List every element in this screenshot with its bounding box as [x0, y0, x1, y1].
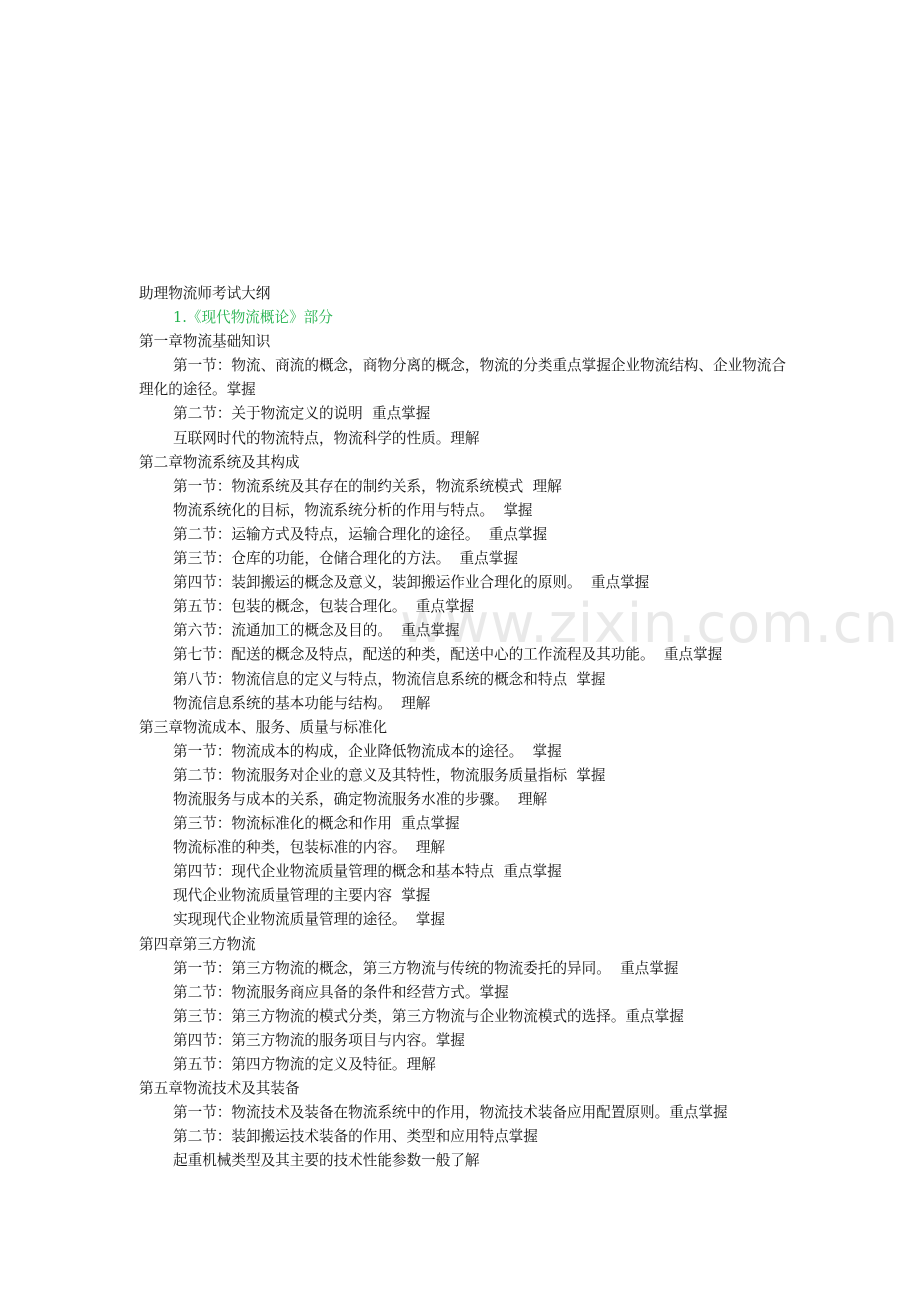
section-line: 第一节：物流技术及装备在物流系统中的作用，物流技术装备应用配置原则。重点掌握	[173, 1104, 728, 1122]
document-content	[139, 282, 789, 1173]
section-line: 第五节：第四方物流的定义及特征。理解	[173, 1056, 436, 1073]
section-line: 实现现代企业物流质量管理的途径。 掌握	[173, 911, 445, 929]
section-line: 第五节：包装的概念，包装合理化。 重点掌握	[173, 598, 475, 616]
watermark: www.zixin.com.cn	[400, 592, 899, 655]
section-line: 物流信息系统的基本功能与结构。 理解	[173, 694, 431, 712]
chapter-heading: 第三章物流成本、服务、质量与标准化	[139, 718, 388, 736]
section-line: 物流标准的种类，包装标准的内容。 理解	[173, 839, 445, 857]
section-line: 第一节：第三方物流的概念，第三方物流与传统的物流委托的异同。 重点掌握	[173, 959, 679, 977]
section-line: 第四节：现代企业物流质量管理的概念和基本特点 重点掌握	[173, 863, 562, 881]
section-line: 第四节：装卸搬运的概念及意义，装卸搬运作业合理化的原则。 重点掌握	[173, 574, 650, 592]
section-line: 第一节：物流系统及其存在的制约关系，物流系统模式 理解	[173, 477, 562, 495]
section-line: 第二节：运输方式及特点，运输合理化的途径。 重点掌握	[173, 525, 548, 543]
section-line: 第二节：装卸搬运技术装备的作用、类型和应用特点掌握	[173, 1128, 538, 1146]
section-line: 现代企业物流质量管理的主要内容 掌握	[173, 887, 431, 905]
section-line: 第八节：物流信息的定义与特点，物流信息系统的概念和特点 掌握	[173, 670, 606, 688]
section-line: 第二节：物流服务对企业的意义及其特性，物流服务质量指标 掌握	[173, 766, 606, 784]
document-title: 助理物流师考试大纲	[139, 285, 271, 302]
part-heading: 1.《现代物流概论》部分	[173, 309, 333, 327]
section-line: 互联网时代的物流特点，物流科学的性质。理解	[173, 429, 480, 447]
chapter-heading: 第二章物流系统及其构成	[139, 453, 300, 471]
section-line: 第三节：物流标准化的概念和作用 重点掌握	[173, 815, 460, 833]
section-line: 第七节：配送的概念及特点，配送的种类，配送中心的工作流程及其功能。 重点掌握	[173, 646, 723, 664]
section-line: 第四节：第三方物流的服务项目与内容。掌握	[173, 1031, 465, 1049]
section-line: 第六节：流通加工的概念及目的。 重点掌握	[173, 622, 460, 640]
section-line: 第一节：物流成本的构成，企业降低物流成本的途径。 掌握	[173, 742, 562, 760]
chapter-heading: 第四章第三方物流	[139, 935, 256, 953]
chapter-heading: 第一章物流基础知识	[139, 333, 271, 351]
section-line: 第三节：仓库的功能，仓储合理化的方法。 重点掌握	[173, 550, 518, 568]
section-line: 第三节：第三方物流的模式分类，第三方物流与企业物流模式的选择。重点掌握	[173, 1007, 684, 1025]
section-line: 第二节：物流服务商应具备的条件和经营方式。掌握	[173, 983, 509, 1001]
section-line: 物流系统化的目标，物流系统分析的作用与特点。 掌握	[173, 501, 533, 519]
chapter-heading: 第五章物流技术及其装备	[139, 1080, 300, 1098]
section-line: 起重机械类型及其主要的技术性能参数一般了解	[173, 1152, 480, 1170]
section-line: 第二节：关于物流定义的说明 重点掌握	[173, 405, 431, 423]
section-line: 第一节：物流、商流的概念，商物分离的概念，物流的分类重点掌握企业物流结构、企业物流合理化的途径。掌握	[139, 357, 786, 399]
section-line: 物流服务与成本的关系，确定物流服务水准的步骤。 理解	[173, 790, 548, 808]
